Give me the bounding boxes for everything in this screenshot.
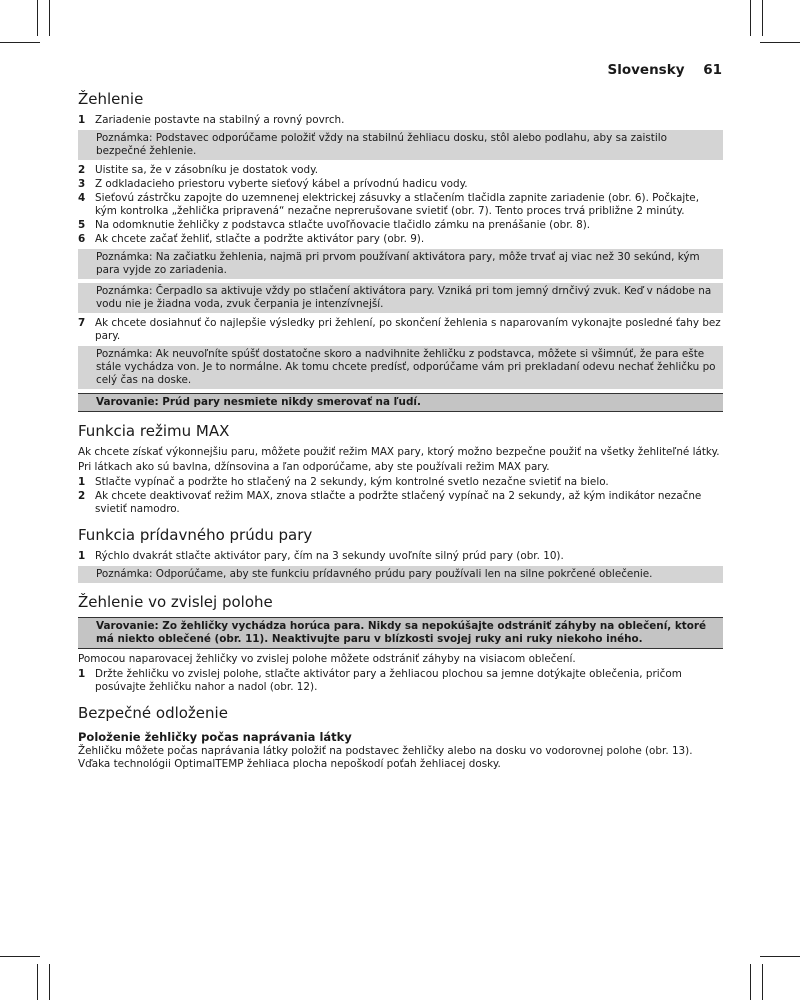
- crop-mark: [49, 964, 50, 1000]
- step-text: Rýchlo dvakrát stlačte aktivátor pary, čím na 3 sekundy uvoľníte silný prúd pary (obr. 10).: [95, 550, 564, 562]
- warning-box: Varovanie: Zo žehličky vychádza horúca para. Nikdy sa nepokúšajte odstrániť záhyby na oblečení, ktoré má niekto oblečené (obr. 11). Neaktivujte paru v blízkosti svojej ruky ani ruky niekoho iného.: [78, 617, 723, 649]
- running-header: [607, 62, 722, 78]
- step-number: 5: [78, 219, 86, 231]
- step-number: 1: [78, 476, 86, 488]
- note-box: Poznámka: Odporúčame, aby ste funkciu prídavného prúdu pary používali len na silne pokrčené oblečenie.: [78, 566, 723, 583]
- step-number: 1: [78, 550, 86, 562]
- subsection-title: Položenie žehličky počas naprávania látky: [78, 730, 352, 744]
- step-number: 1: [78, 668, 86, 680]
- crop-mark: [760, 956, 800, 957]
- crop-mark: [750, 964, 751, 1000]
- crop-mark: [37, 964, 38, 1000]
- step-item: [78, 317, 723, 343]
- paragraph: Pomocou naparovacej žehličky vo zvislej polohe môžete odstrániť záhyby na visiacom oblečení.: [78, 653, 576, 665]
- section-title-steam-boost: Funkcia prídavného prúdu pary: [78, 526, 313, 544]
- language-label: Slovensky: [607, 62, 685, 78]
- section-title-vertical-ironing: Žehlenie vo zvislej polohe: [78, 593, 273, 611]
- step-item: [78, 192, 723, 218]
- step-item: [78, 114, 723, 127]
- step-text: Držte žehličku vo zvislej polohe, stlačte aktivátor pary a žehliacou plochou sa jemne dotýkajte oblečenia, pričom posúvajte žehličku nahor a nadol (obr. 12).: [95, 668, 682, 693]
- section-title-safe-resting: Bezpečné odloženie: [78, 704, 228, 722]
- step-number: 2: [78, 164, 86, 176]
- step-text: Ak chcete deaktivovať režim MAX, znova stlačte a podržte stlačený vypínač na 2 sekundy, až kým indikátor nezačne svietiť namodro.: [95, 490, 702, 515]
- note-box: Poznámka: Podstavec odporúčame položiť vždy na stabilnú žehliacu dosku, stôl alebo podlahu, aby sa zaistilo bezpečné žehlenie.: [78, 130, 723, 160]
- step-item: [78, 164, 723, 177]
- step-item: [78, 476, 723, 489]
- page-number: 61: [703, 62, 722, 78]
- step-number: 3: [78, 178, 86, 190]
- crop-mark: [0, 42, 40, 43]
- note-box: Poznámka: Čerpadlo sa aktivuje vždy po stlačení aktivátora pary. Vzniká pri tom jemný drnčivý zvuk. Keď v nádobe na vodu nie je žiadna voda, zvuk čerpania je intenzívnejší.: [78, 283, 723, 313]
- paragraph: Ak chcete získať výkonnejšiu paru, môžete použiť režim MAX pary, ktorý možno bezpečne použiť na všetky žehliteľné látky.: [78, 446, 720, 458]
- step-text: Zariadenie postavte na stabilný a rovný povrch.: [95, 114, 345, 126]
- step-text: Uistite sa, že v zásobníku je dostatok vody.: [95, 164, 319, 176]
- crop-mark: [762, 0, 763, 36]
- page-content: [78, 90, 723, 773]
- step-text: Sieťovú zástrčku zapojte do uzemnenej elektrickej zásuvky a stlačením tlačidla zapnite zariadenie (obr. 6). Počkajte, kým kontrolka „žehlička pripravená“ nezačne neprerušovane svietiť (obr. 7). Tento proces trvá približne 2 minúty.: [95, 192, 699, 217]
- crop-mark: [49, 0, 50, 36]
- step-text: Z odkladacieho priestoru vyberte sieťový kábel a prívodnú hadicu vody.: [95, 178, 468, 190]
- step-item: [78, 178, 723, 191]
- section-title-ironing: Žehlenie: [78, 90, 144, 108]
- section-title-max-mode: Funkcia režimu MAX: [78, 422, 230, 440]
- crop-mark: [0, 956, 40, 957]
- step-item: [78, 668, 723, 694]
- step-number: 4: [78, 192, 86, 204]
- step-text: Ak chcete začať žehliť, stlačte a podržte aktivátor pary (obr. 9).: [95, 233, 425, 245]
- step-item: [78, 233, 723, 246]
- crop-mark: [750, 0, 751, 36]
- step-number: 2: [78, 490, 86, 502]
- crop-mark: [762, 964, 763, 1000]
- step-number: 1: [78, 114, 86, 126]
- crop-mark: [37, 0, 38, 36]
- step-text: Stlačte vypínač a podržte ho stlačený na 2 sekundy, kým kontrolné svetlo nezačne svietiť na bielo.: [95, 476, 609, 488]
- step-item: [78, 550, 723, 563]
- step-item: [78, 219, 723, 232]
- note-box: Poznámka: Ak neuvoľníte spúšť dostatočne skoro a nadvihnite žehličku z podstavca, môžete si všimnúť, že para ešte stále vychádza von. Je to normálne. Ak tomu chcete predísť, odporúčame vám pri prekladaní odevu nechať žehličku po celý čas na doske.: [78, 346, 723, 389]
- paragraph: Žehličku môžete počas naprávania látky položiť na podstavec žehličky alebo na dosku vo vodorovnej polohe (obr. 13). Vďaka technológii OptimalTEMP žehliaca plocha nepoškodí poťah žehliacej dosky.: [78, 745, 693, 770]
- step-text: Ak chcete dosiahnuť čo najlepšie výsledky pri žehlení, po skončení žehlenia s naparovaním vykonajte posledné ťahy bez pary.: [95, 317, 721, 342]
- step-text: Na odomknutie žehličky z podstavca stlačte uvoľňovacie tlačidlo zámku na prenášanie (obr. 8).: [95, 219, 591, 231]
- crop-mark: [760, 42, 800, 43]
- note-box: Poznámka: Na začiatku žehlenia, najmä pri prvom používaní aktivátora pary, môže trvať aj viac než 30 sekúnd, kým para vyjde zo zariadenia.: [78, 249, 723, 279]
- step-number: 7: [78, 317, 86, 329]
- step-number: 6: [78, 233, 86, 245]
- step-item: [78, 490, 723, 516]
- warning-box: Varovanie: Prúd pary nesmiete nikdy smerovať na ľudí.: [78, 393, 723, 412]
- paragraph: Pri látkach ako sú bavlna, džínsovina a ľan odporúčame, aby ste používali režim MAX pary.: [78, 461, 550, 473]
